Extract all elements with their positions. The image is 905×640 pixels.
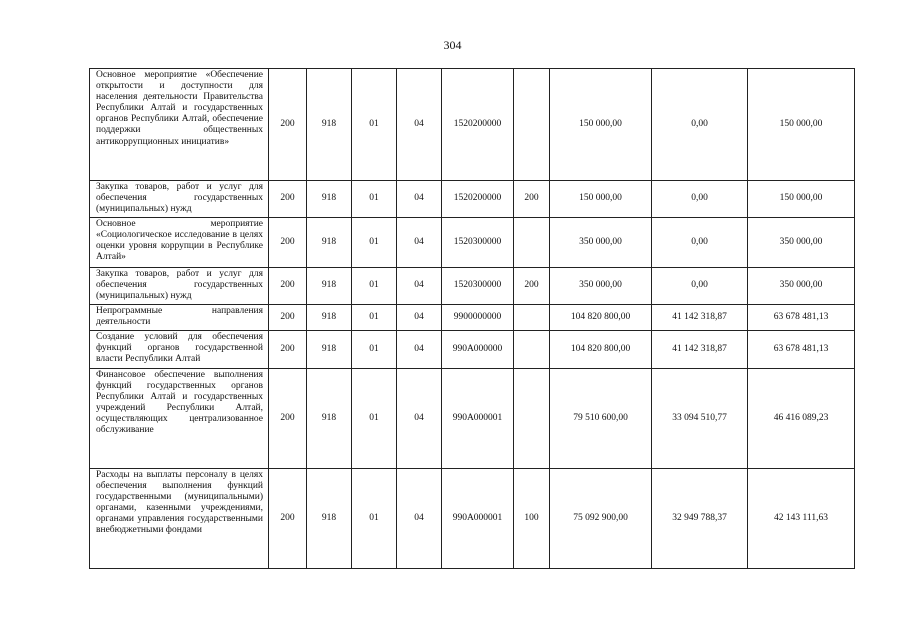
subsection-code: 04 — [397, 218, 442, 268]
amount: 75 092 900,00 — [550, 469, 652, 569]
section-code: 01 — [352, 218, 397, 268]
target-code: 9900000000 — [442, 305, 514, 331]
table-row — [90, 305, 855, 331]
target-code: 990А000000 — [442, 331, 514, 369]
subsection-code: 04 — [397, 469, 442, 569]
ministry-code: 918 — [307, 69, 352, 181]
page-number: 304 — [443, 38, 462, 52]
table-row — [90, 331, 855, 369]
target-code: 1520200000 — [442, 69, 514, 181]
amount: 150 000,00 — [550, 69, 652, 181]
change-amount: 41 142 318,87 — [652, 305, 748, 331]
subsection-code: 04 — [397, 331, 442, 369]
total-amount: 63 678 481,13 — [748, 305, 855, 331]
target-code: 1520300000 — [442, 218, 514, 268]
subsection-code: 04 — [397, 181, 442, 218]
ministry-code: 918 — [307, 305, 352, 331]
ministry-code: 918 — [307, 181, 352, 218]
subsection-code: 04 — [397, 305, 442, 331]
expense-type-code — [514, 369, 550, 469]
section-code: 01 — [352, 369, 397, 469]
ministry-code: 918 — [307, 369, 352, 469]
row-name: Финансовое обеспечение выполнения функций государственных органов Республики Алтай и государственных учреждений Республики Алтай, осуществляющих централизованное обслуживание — [90, 369, 269, 469]
amount: 350 000,00 — [550, 218, 652, 268]
amount: 104 820 800,00 — [550, 305, 652, 331]
table-row — [90, 369, 855, 469]
table-row — [90, 268, 855, 305]
section-code: 01 — [352, 331, 397, 369]
row-name: Расходы на выплаты персоналу в целях обеспечения выполнения функций государственными (муниципальными) органами, казенными учреждениями, органами управления государственными внебюджетными фондами — [90, 469, 269, 569]
admin-code: 200 — [269, 469, 307, 569]
amount: 350 000,00 — [550, 268, 652, 305]
ministry-code: 918 — [307, 218, 352, 268]
total-amount: 150 000,00 — [748, 69, 855, 181]
table-row — [90, 181, 855, 218]
budget-table — [89, 68, 855, 569]
change-amount: 41 142 318,87 — [652, 331, 748, 369]
row-name: Непрограммные направления деятельности — [90, 305, 269, 331]
row-name: Создание условий для обеспечения функций органов государственной власти Республики Алтай — [90, 331, 269, 369]
table-row — [90, 218, 855, 268]
table-row — [90, 69, 855, 181]
expense-type-code — [514, 69, 550, 181]
total-amount: 46 416 089,23 — [748, 369, 855, 469]
total-amount: 150 000,00 — [748, 181, 855, 218]
total-amount: 42 143 111,63 — [748, 469, 855, 569]
change-amount: 0,00 — [652, 181, 748, 218]
target-code: 1520300000 — [442, 268, 514, 305]
admin-code: 200 — [269, 69, 307, 181]
target-code: 990А000001 — [442, 469, 514, 569]
row-name: Основное мероприятие «Обеспечение открытости и доступности для населения деятельности Правительства Республики Алтай и государственных органов Республики Алтай, обеспечение поддержки общественных антикоррупционных инициатив» — [90, 69, 269, 181]
ministry-code: 918 — [307, 268, 352, 305]
change-amount: 33 094 510,77 — [652, 369, 748, 469]
change-amount: 0,00 — [652, 69, 748, 181]
expense-type-code — [514, 218, 550, 268]
admin-code: 200 — [269, 369, 307, 469]
change-amount: 0,00 — [652, 268, 748, 305]
section-code: 01 — [352, 181, 397, 218]
section-code: 01 — [352, 305, 397, 331]
ministry-code: 918 — [307, 469, 352, 569]
admin-code: 200 — [269, 181, 307, 218]
ministry-code: 918 — [307, 331, 352, 369]
target-code: 990А000001 — [442, 369, 514, 469]
row-name: Закупка товаров, работ и услуг для обеспечения государственных (муниципальных) нужд — [90, 181, 269, 218]
amount: 150 000,00 — [550, 181, 652, 218]
expense-type-code: 200 — [514, 268, 550, 305]
subsection-code: 04 — [397, 69, 442, 181]
section-code: 01 — [352, 469, 397, 569]
admin-code: 200 — [269, 305, 307, 331]
total-amount: 350 000,00 — [748, 218, 855, 268]
amount: 79 510 600,00 — [550, 369, 652, 469]
table-row — [90, 469, 855, 569]
row-name: Закупка товаров, работ и услуг для обеспечения государственных (муниципальных) нужд — [90, 268, 269, 305]
subsection-code: 04 — [397, 268, 442, 305]
change-amount: 0,00 — [652, 218, 748, 268]
amount: 104 820 800,00 — [550, 331, 652, 369]
expense-type-code: 100 — [514, 469, 550, 569]
expense-type-code: 200 — [514, 181, 550, 218]
admin-code: 200 — [269, 268, 307, 305]
admin-code: 200 — [269, 218, 307, 268]
section-code: 01 — [352, 268, 397, 305]
admin-code: 200 — [269, 331, 307, 369]
section-code: 01 — [352, 69, 397, 181]
change-amount: 32 949 788,37 — [652, 469, 748, 569]
subsection-code: 04 — [397, 369, 442, 469]
expense-type-code — [514, 331, 550, 369]
total-amount: 350 000,00 — [748, 268, 855, 305]
expense-type-code — [514, 305, 550, 331]
row-name: Основное мероприятие «Социологическое исследование в целях оценки уровня коррупции в Республике Алтай» — [90, 218, 269, 268]
total-amount: 63 678 481,13 — [748, 331, 855, 369]
target-code: 1520200000 — [442, 181, 514, 218]
